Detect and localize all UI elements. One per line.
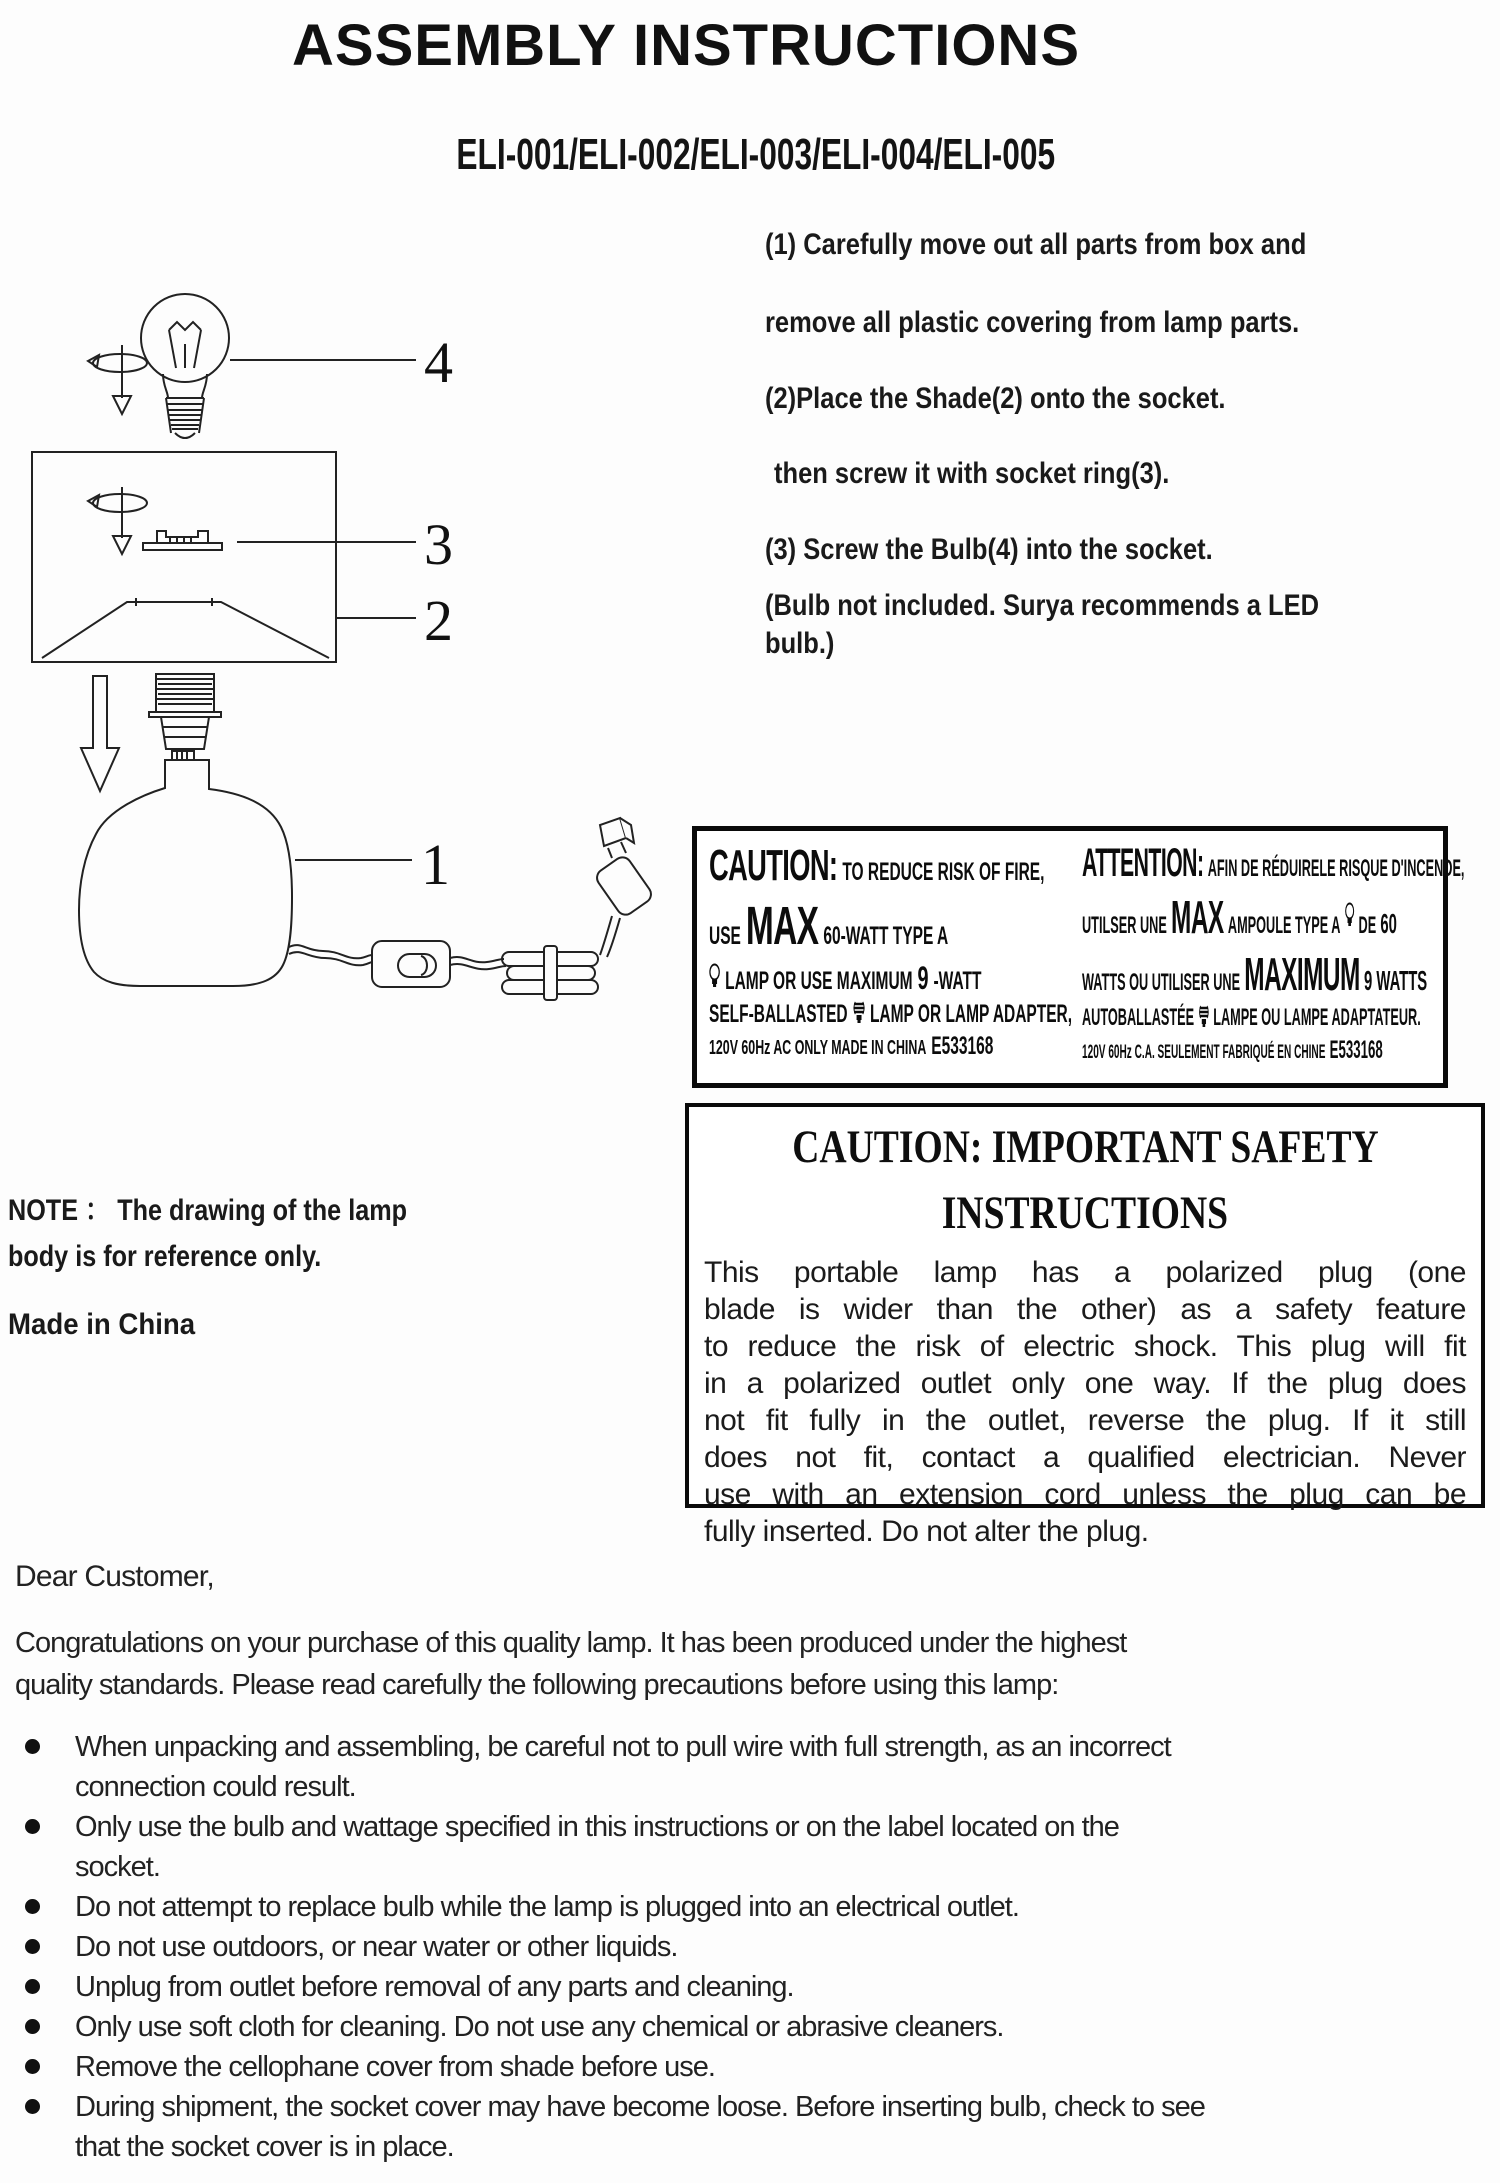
letter-salutation: Dear Customer, <box>15 1560 214 1593</box>
step-line <box>765 533 1292 567</box>
caution-en-l4b: LAMP OR LAMP ADAPTER, <box>869 1000 1073 1028</box>
model-numbers <box>70 130 1442 180</box>
ul-file-number: E533168 <box>931 1032 994 1060</box>
step-line <box>765 627 847 661</box>
bullet-line: Only use soft cloth for cleaning. Do not use any chemical or abrasive cleaners. <box>75 2011 1004 2043</box>
list-item <box>15 1887 1205 1927</box>
step-line <box>765 228 1402 262</box>
bullet-line: socket. <box>75 1851 160 1883</box>
made-in-china <box>8 1308 211 1342</box>
bullet-icon <box>25 1899 40 1914</box>
step-text: remove all plastic covering from lamp parts. <box>765 306 1300 339</box>
safety-body-line: blade is wider than the other) as a safety feature <box>704 1293 1466 1326</box>
safety-body-line: does not fit, contact a qualified electrician. Never <box>704 1441 1466 1474</box>
page-title-text: ASSEMBLY INSTRUCTIONS <box>292 13 1080 78</box>
list-item <box>15 1927 1205 1967</box>
safety-body-line: to reduce the risk of electric shock. This plug will fit <box>704 1330 1466 1363</box>
attention-word: ATTENTION: <box>1082 841 1204 885</box>
letter-paragraph <box>15 1622 1126 1706</box>
switch-drawing <box>372 941 450 987</box>
caution-en-l1-rest: TO REDUCE RISK OF FIRE, <box>842 858 1045 886</box>
precautions-list <box>15 1727 1205 2167</box>
bulb-icon <box>709 963 720 994</box>
caution-en-line1 <box>709 841 1045 891</box>
caution-fr-line3 <box>1082 947 1428 1001</box>
step-text: (3) Screw the Bulb(4) into the socket. <box>765 533 1213 566</box>
safety-body-line: not fit fully in the outlet, reverse the plug. If it still <box>704 1404 1466 1437</box>
caution-en-l3a: LAMP OR USE MAXIMUM <box>725 967 913 995</box>
caution-fr-l2b: AMPOULE TYPE A <box>1227 912 1341 939</box>
made-in-china-text: Made in China <box>8 1308 196 1341</box>
safety-body-line: in a polarized outlet only one way. If the plug does <box>704 1367 1466 1400</box>
screw-motion-icon-bulb <box>88 345 147 414</box>
bullet-line: Do not attempt to replace bulb while the lamp is plugged into an electrical outlet. <box>75 1891 1019 1923</box>
bullet-line: Do not use outdoors, or near water or other liquids. <box>75 1931 678 1963</box>
bullet-line: Only use the bulb and wattage specified in this instructions or on the label located on the <box>75 1811 1119 1843</box>
safety-body <box>704 1254 1466 1550</box>
plug-drawing <box>594 818 655 918</box>
bullet-icon <box>25 1819 40 1834</box>
letter-paragraph-line: quality standards. Please read carefully the following precautions before using this lamp: <box>15 1669 1059 1701</box>
caution-en-l3-num: 9 <box>917 960 929 996</box>
caution-fr-line1 <box>1082 841 1465 886</box>
step-line <box>765 306 1394 340</box>
caution-fr-line2 <box>1082 890 1397 944</box>
step-text: (1) Carefully move out all parts from box and <box>765 228 1307 261</box>
caution-en-l4a: SELF-BALLASTED <box>709 1000 848 1028</box>
list-item <box>15 1967 1205 2007</box>
page-title <box>0 12 1372 79</box>
step-text: then screw it with socket ring(3). <box>774 457 1170 490</box>
part-number-4: 4 <box>424 330 453 395</box>
list-item <box>15 2047 1205 2087</box>
caution-fr-l2c: DE <box>1358 912 1377 939</box>
caution-en-line5 <box>709 1032 994 1061</box>
caution-label-french <box>1070 831 1465 1083</box>
bullet-icon <box>25 2099 40 2114</box>
bullet-icon <box>25 2059 40 2074</box>
step-text: bulb.) <box>765 627 835 660</box>
step-line <box>765 382 1307 416</box>
caution-en-l3b: -WATT <box>933 967 982 995</box>
letter-paragraph-line: Congratulations on your purchase of this quality lamp. It has been produced under the highest <box>15 1627 1127 1659</box>
safety-instructions-box <box>685 1103 1485 1548</box>
socket-tube-drawing <box>149 674 221 760</box>
list-item <box>15 1727 1205 1807</box>
note-text1: NOTE ： The drawing of the lamp <box>8 1194 408 1227</box>
caution-fr-l4a: AUTOBALLASTÉE <box>1082 1004 1195 1031</box>
safety-heading-line1 <box>704 1120 1466 1174</box>
bullet-line: Unplug from outlet before removal of any parts and cleaning. <box>75 1971 794 2003</box>
bullet-line: connection could result. <box>75 1771 356 1803</box>
cord-bundle-drawing <box>502 946 598 1000</box>
safety-heading-line2 <box>704 1186 1466 1240</box>
caution-fr-line5 <box>1082 1036 1383 1065</box>
shade-drawing <box>32 452 336 662</box>
step-line <box>774 457 1239 491</box>
step-line <box>765 589 1417 623</box>
bullet-line: that the socket cover is in place. <box>75 2131 454 2163</box>
caution-en-l2-rest: 60-WATT TYPE A <box>823 922 949 950</box>
caution-label-english <box>697 831 1073 1083</box>
step-text: (2)Place the Shade(2) onto the socket. <box>765 382 1226 415</box>
step-text: (Bulb not included. Surya recommends a LED <box>765 589 1320 622</box>
caution-fr-l3a: WATTS OU UTILISER UNE <box>1082 969 1241 996</box>
safety-heading-text2: INSTRUCTIONS <box>941 1187 1229 1239</box>
part-number-2: 2 <box>424 588 453 653</box>
caution-en-l2a: USE <box>709 922 741 950</box>
list-item <box>15 1807 1205 1887</box>
list-item <box>15 2007 1205 2047</box>
caution-fr-l4b: LAMPE OU LAMPE ADAPTATEUR. <box>1213 1004 1421 1031</box>
model-numbers-text: ELI-001/ELI-002/ELI-003/ELI-004/ELI-005 <box>456 130 1056 179</box>
lamp-body-drawing <box>79 760 292 986</box>
caution-en-line4 <box>709 1000 1073 1029</box>
down-arrow-icon <box>81 676 119 791</box>
caution-fr-l2a: UTILSER UNE <box>1082 912 1167 939</box>
bulb-icon <box>1345 902 1355 933</box>
max-word: MAX <box>745 896 819 956</box>
safety-body-line: fully inserted. Do not alter the plug. <box>704 1515 1149 1548</box>
ul-caution-label <box>692 826 1465 1088</box>
bulb-drawing <box>141 294 229 438</box>
caution-fr-l5: 120V 60Hz C.A. SEULEMENT FABRIQUÉ EN CHINE <box>1082 1042 1326 1063</box>
note-line2 <box>8 1240 381 1274</box>
bullet-icon <box>25 1939 40 1954</box>
note-text2: body is for reference only. <box>8 1240 322 1273</box>
caution-fr-l1-rest: AFIN DE RÉDUIRELE RISQUE D'INCENDE, <box>1207 855 1465 882</box>
lamp-exploded-diagram <box>0 190 660 1005</box>
safety-heading-text1: CAUTION: IMPORTANT SAFETY <box>791 1121 1379 1173</box>
cfl-bulb-icon <box>853 1000 865 1029</box>
caution-en-l5: 120V 60Hz AC ONLY MADE IN CHINA <box>709 1037 927 1059</box>
bullet-icon <box>25 1739 40 1754</box>
bullet-line: Remove the cellophane cover from shade before use. <box>75 2051 715 2083</box>
ul-file-number: E533168 <box>1329 1036 1383 1064</box>
caution-word: CAUTION: <box>709 841 838 890</box>
note-line1 <box>8 1185 483 1229</box>
bullet-icon <box>25 2019 40 2034</box>
max-word-fr: MAX <box>1171 891 1224 943</box>
caution-fr-l3b: 9 WATTS <box>1364 965 1428 996</box>
part-number-1: 1 <box>421 832 450 897</box>
bullet-line: During shipment, the socket cover may have become loose. Before inserting bulb, check to see <box>75 2091 1205 2123</box>
part-number-3: 3 <box>424 512 453 577</box>
safety-body-line: use with an extension cord unless the plug can be <box>704 1478 1466 1511</box>
bullet-icon <box>25 1979 40 1994</box>
caution-fr-l2-num: 60 <box>1380 908 1397 939</box>
maximum-word-fr: MAXIMUM <box>1244 948 1360 1000</box>
caution-en-line3 <box>709 960 982 997</box>
bullet-line: When unpacking and assembling, be careful not to pull wire with full strength, as an incorrect <box>75 1731 1171 1763</box>
cord-drawing <box>289 916 620 969</box>
cfl-bulb-icon <box>1198 1004 1209 1033</box>
safety-body-line: This portable lamp has a polarized plug (one <box>704 1256 1466 1289</box>
caution-fr-line4 <box>1082 1004 1421 1033</box>
list-item <box>15 2087 1205 2167</box>
caution-en-line2 <box>709 895 949 957</box>
